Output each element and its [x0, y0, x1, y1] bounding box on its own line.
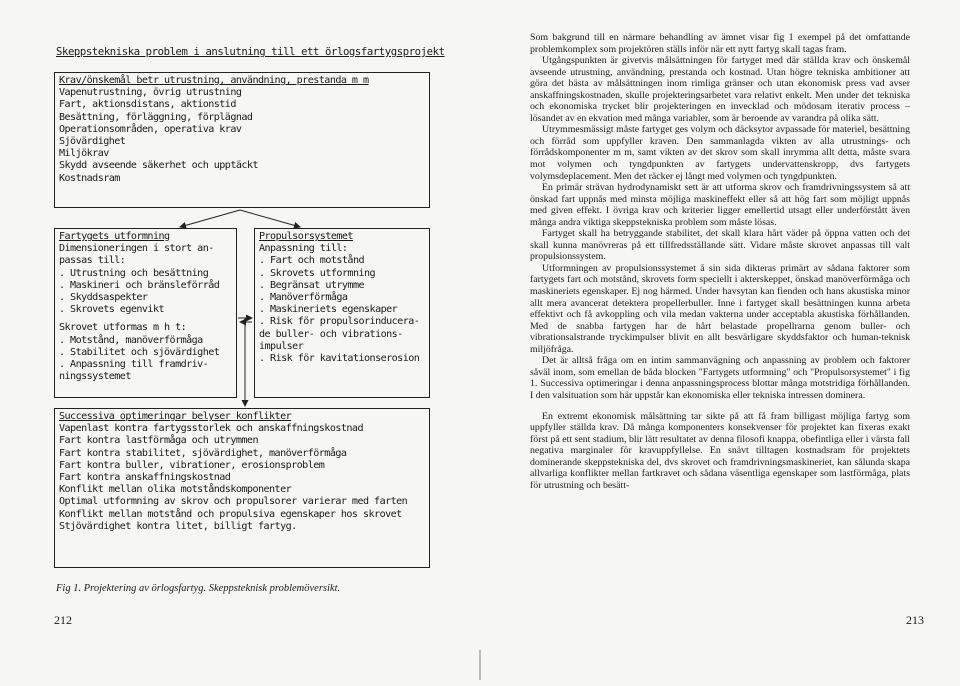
optimization-line: Fart kontra stabilitet, sjövärdighet, manöverförmåga [59, 447, 347, 459]
hull-design-heading: Fartygets utformning [59, 231, 170, 242]
body-paragraph: Som bakgrund till en närmare behandling av ämnet visar fig 1 exempel på det omfattande problemkomplex som projektören ställs inför när ett nytt fartyg skall tagas fram. [530, 32, 910, 55]
body-paragraph: Utformningen av propulsionssystemet å sin sida dikteras primärt av sådana faktorer som fartygets fart och motstånd, skrovets form speciellt i akterskeppet, önskad manöverförmåga och maskineriets egenskaper. Ej nog härmed. Under havsytan kan fienden och hans akustiska minor allt mera avancerat detektera propellerbuller. Inne i fartyget skall besättningen kunna arbeta effektivt och få avkoppling och vila medan vakterna under acceptabla akustiska förhållanden. Med de snabba fartygen har de hårt belastade propellrarna genom buller- och vibrationsalstrande tryckimpulser blivit en allt besvärligare skyddsfaktor och human-teknisk miljöfråga. [530, 262, 910, 355]
hull-design-item: . Skyddsaspekter [59, 292, 148, 304]
optimization-line: Fart kontra anskaffningskostnad [59, 472, 231, 484]
optimization-line: Stjövärdighet kontra litet, billigt fartyg. [59, 520, 297, 532]
hull-design-item: . Stabilitet och sjövärdighet [59, 346, 220, 358]
propulsion-item: de buller- och vibrations- [259, 328, 403, 340]
figure-caption: Fig 1. Projektering av örlogsfartyg. Skeppsteknisk problemöversikt. [56, 583, 341, 594]
propulsion-item: . Risk för propulsorinducera- [259, 316, 420, 328]
optimization-box [54, 408, 430, 568]
arrow-requirements-to-propulsion [240, 210, 300, 227]
hull-design-item: . Skrovets egenvikt [59, 304, 165, 316]
body-text-column [530, 32, 910, 491]
optimization-line: Vapenlast kontra fartygsstorlek och anskaffningskostnad [59, 423, 363, 435]
hull-design-intro: passas till: [59, 255, 126, 267]
figure-title: Skeppstekniska problem i anslutning till ett örlogsfartygsprojekt [56, 46, 445, 58]
body-paragraph: En primär strävan hydrodynamiskt sett är att utforma skrov och framdrivningssystem så att önskad fart uppnås med minsta möjliga maskineffekt eller så att hög fart som möjligt uppnås med given effekt. I övriga krav och kriterier ligger emellertid utsagt eller underförstått även många andra viktiga skeppstekniska problem som måste lösas. [530, 182, 910, 228]
requirements-line: Kostnadsram [59, 172, 120, 184]
body-paragraph: En extremt ekonomisk målsättning tar sikte på att få fram billigast möjliga fartyg som uppfyller ställda krav. Då många komponenters konsekvenser för projektet kan fixeras exakt först på ett sent stadium, blir lätt resultatet av denna filosofi knappa, obefintliga eller i värsta fall negativa marginaler för kravuppfyllelse. En snävt tilltagen kostnadsram för projektets dominerande skeppstekniska del, dvs skrovet och framdrivningsmaskineriet, kan sålunda skapa allvarliga konflikter mellan fartkravet och sådana väsentliga egenskaper som lastförmåga, plats för utrustning och besätt- [530, 410, 910, 491]
propulsion-item: impulser [259, 340, 304, 352]
propulsion-item: . Fart och motstånd [259, 255, 365, 267]
requirements-heading: Krav/önskemål betr utrustning, användning, prestanda m m [59, 75, 369, 86]
optimization-line: Fart kontra lastförmåga och utrymmen [59, 435, 258, 447]
propulsion-box [254, 228, 430, 398]
propulsion-item: . Begränsat utrymme [259, 279, 365, 291]
requirements-line: Miljökrav [59, 148, 109, 160]
optimization-line: Konflikt mellan olika motståndskomponenter [59, 484, 292, 496]
requirements-box [54, 72, 430, 208]
requirements-line: Besättning, förläggning, förplägnad [59, 111, 253, 123]
propulsion-item: . Manöverförmåga [259, 292, 348, 304]
hull-design-box [54, 228, 237, 398]
body-paragraph: Fartyget skall ha betryggande stabilitet, det skall klara hårt väder på öppna vatten och det skall kunna manövreras på ett tillfredsställande sätt. Vidare måste skrovet anpassas till valt propulsionssystem. [530, 228, 910, 263]
propulsion-item: . Maskineriets egenskaper [259, 304, 398, 316]
hull-design-intro: Dimensioneringen i stort an- [59, 243, 214, 255]
propulsion-intro: Anpassning till: [259, 243, 348, 255]
hull-design-item: . Utrustning och besättning [59, 267, 209, 279]
hull-design-item: . Maskineri och bränsleförråd [59, 279, 220, 291]
requirements-line: Fart, aktionsdistans, aktionstid [59, 99, 236, 111]
requirements-line: Operationsområden, operativa krav [59, 123, 242, 135]
propulsion-heading: Propulsorsystemet [259, 231, 353, 242]
requirements-line: Sjövärdighet [59, 136, 126, 148]
arrow-hull-propulsion-exchange [238, 318, 252, 322]
propulsion-item: . Skrovets utformning [259, 267, 376, 279]
arrow-requirements-to-hull [180, 210, 240, 227]
page-number-right: 213 [906, 613, 924, 627]
hull-design-item: . Motstånd, manöverförmåga [59, 334, 203, 346]
body-paragraph: Utgångspunkten är givetvis målsättningen för fartyget med där ställda krav och önskemål avseende utrustning, användning, prestanda och kostnad. Utan högre tekniska ambitioner att göra det bästa av målsättningen inom rimliga gränser och utan ekonomisk press vad avser anskaffningskostnaden, skulle projekteringsarbetet vara relativt enkelt. Men under det tekniska och ekonomiska trycket blir projekteringen en invecklad och mödosam iterativ process – lösandet av en ekvation med många variabler, som är beroende av varandra på olika sätt. [530, 55, 910, 124]
optimization-heading: Successiva optimeringar belyser konflikter [59, 411, 292, 422]
hull-design-subheading: Skrovet utformas m h t: [59, 322, 187, 334]
body-paragraph: Det är alltså fråga om en intim sammanvägning och anpassning av problem och faktorer såväl inom, som emellan de båda blocken "Fartygets utformning" och "Propulsorsystemet" i fig 1. Successiva optimeringar i denna anpassningsprocess blottar många motstridiga förhållanden. I den valsituation som här uppstår kan ekonomiska eller tekniska intressen dominera. [530, 355, 910, 401]
hull-design-item: . Anpassning till framdriv- [59, 359, 209, 371]
optimization-line: Konflikt mellan motstånd och propulsiva egenskaper hos skrovet [59, 508, 402, 520]
hull-design-item: ningssystemet [59, 371, 131, 383]
requirements-line: Vapenutrustning, övrig utrustning [59, 87, 242, 99]
optimization-line: Fart kontra buller, vibrationer, erosionsproblem [59, 459, 325, 471]
page-number-left: 212 [54, 613, 72, 627]
requirements-line: Skydd avseende säkerhet och upptäckt [59, 160, 258, 172]
body-paragraph: Utrymmesmässigt måste fartyget ges volym och däcksytor avpassade för materiel, besättning och förråd som uppfyller kraven. Den sammanlagda vikten av alla utrustnings- och förrådskomponenter m m, samt vikten av det skrov som skall inrymma allt detta, måste svara mot volymen och tyngdpunkten av fartygets undervattenskropp, dvs fartygets volymsdeplacement. Men det räcker ej långt med volymen och tyngdpunkten. [530, 124, 910, 182]
optimization-line: Optimal utformning av skrov och propulsorer varierar med farten [59, 496, 408, 508]
propulsion-item: . Risk för kavitationserosion [259, 353, 420, 365]
